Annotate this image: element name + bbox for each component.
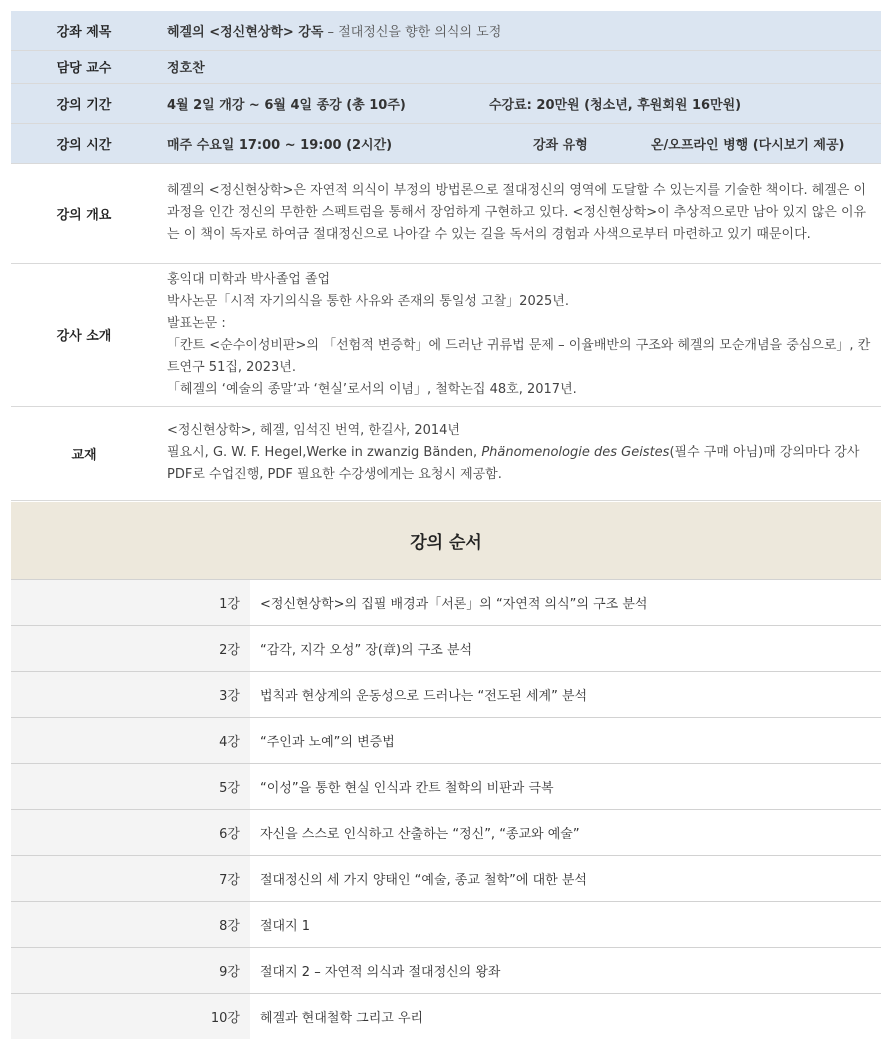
lecture-number: 2강	[11, 626, 250, 672]
lecture-topic: 법칙과 현상계의 운동성으로 드러나는 “전도된 세계” 분석	[250, 672, 881, 718]
instructor-bio	[157, 263, 881, 406]
schedule-row	[11, 810, 881, 856]
schedule-row	[11, 718, 881, 764]
row-overview	[11, 163, 881, 263]
lecture-number: 9강	[11, 948, 250, 994]
lecture-number: 3강	[11, 672, 250, 718]
lecture-number: 5강	[11, 764, 250, 810]
schedule-heading: 강의 순서	[11, 502, 881, 579]
bio-line: 발표논문 :	[167, 313, 875, 335]
schedule-row	[11, 626, 881, 672]
lecture-number: 7강	[11, 856, 250, 902]
row-title	[11, 11, 881, 50]
label-instructor: 강사 소개	[11, 263, 157, 406]
textbook-text	[157, 406, 881, 500]
lecture-topic: “이성”을 통한 현실 인식과 칸트 철학의 비판과 극복	[250, 764, 881, 810]
schedule-row	[11, 580, 881, 626]
row-time	[11, 123, 881, 163]
course-title-sub: 절대정신을 향한 의식의 도정	[338, 25, 501, 40]
textbook-line: <정신현상학>, 헤겔, 임석진 번역, 한길사, 2014년	[167, 420, 875, 442]
bio-line: 홍익대 미학과 박사졸업 졸업	[167, 269, 875, 291]
title-separator: –	[323, 25, 338, 40]
schedule-row	[11, 948, 881, 994]
schedule-row	[11, 902, 881, 948]
lecture-topic: “주인과 노예”의 변증법	[250, 718, 881, 764]
schedule-row	[11, 764, 881, 810]
course-time: 매주 수요일 17:00 ~ 19:00 (2시간)	[167, 134, 533, 153]
bio-line: 「칸트 <순수이성비판>의 「선험적 변증학」에 드러난 귀류법 문제 – 이율배반의 구조와 헤겔의 모순개념을 중심으로」, 칸트연구 51집, 2023년.	[167, 335, 875, 379]
lecture-topic: 절대지 2 – 자연적 의식과 절대정신의 왕좌	[250, 948, 881, 994]
schedule-row	[11, 856, 881, 902]
course-fee: 수강료: 20만원 (청소년, 후원회원 16만원)	[489, 94, 741, 113]
course-type: 온/오프라인 병행 (다시보기 제공)	[651, 134, 844, 153]
schedule-table	[11, 579, 881, 1039]
label-type: 강좌 유형	[533, 134, 651, 153]
label-overview: 강의 개요	[11, 163, 157, 263]
overview-text: 헤겔의 <정신현상학>은 자연적 의식이 부정의 방법론으로 절대정신의 영역에 도달할 수 있는지를 기술한 책이다. 헤겔은 이 과정을 인간 정신의 무한한 스펙트럼을 통해서 장엄하게 구현하고 있다. <정신현상학>이 추상적으로만 남아 있지 않은 이유는 이 책이 독자로 하여금 절대정신으로 나아갈 수 있는 길을 독서의 경험과 사색으로부터 마련하고 있기 때문이다.	[157, 163, 881, 263]
lecture-number: 1강	[11, 580, 250, 626]
lecture-number: 6강	[11, 810, 250, 856]
textbook-line: 필요시, G. W. F. Hegel,Werke in zwanzig Bänden, Phänomenologie des Geistes(필수 구매 아님)매 강의마다 강사 PDF로 수업진행, PDF 필요한 수강생에게는 요청시 제공함.	[167, 442, 875, 486]
lecture-number: 8강	[11, 902, 250, 948]
row-professor	[11, 50, 881, 83]
course-title	[157, 11, 881, 50]
row-period	[11, 83, 881, 123]
schedule-row	[11, 672, 881, 718]
course-title-main: 헤겔의 <정신현상학> 강독	[167, 25, 323, 40]
course-period: 4월 2일 개강 ~ 6월 4일 종강 (총 10주)	[167, 94, 489, 113]
label-time: 강의 시간	[11, 123, 157, 163]
bio-line: 박사논문「시적 자기의식을 통한 사유와 존재의 통일성 고찰」2025년.	[167, 291, 875, 313]
textbook-title-italic: Phänomenologie des Geistes	[481, 445, 669, 460]
label-period: 강의 기간	[11, 83, 157, 123]
lecture-topic: 절대정신의 세 가지 양태인 “예술, 종교 철학”에 대한 분석	[250, 856, 881, 902]
lecture-topic: 자신을 스스로 인식하고 산출하는 “정신”, “종교와 예술”	[250, 810, 881, 856]
row-instructor	[11, 263, 881, 406]
lecture-topic: <정신현상학>의 집필 배경과「서론」의 “자연적 의식”의 구조 분석	[250, 580, 881, 626]
lecture-topic: “감각, 지각 오성” 장(章)의 구조 분석	[250, 626, 881, 672]
label-textbook: 교재	[11, 406, 157, 500]
lecture-topic: 절대지 1	[250, 902, 881, 948]
professor-name: 정호찬	[157, 50, 881, 83]
lecture-topic: 헤겔과 현대철학 그리고 우리	[250, 994, 881, 1039]
schedule-row	[11, 994, 881, 1039]
label-professor: 담당 교수	[11, 50, 157, 83]
label-title: 강좌 제목	[11, 11, 157, 50]
lecture-number: 4강	[11, 718, 250, 764]
row-textbook	[11, 406, 881, 500]
bio-line: 「헤겔의 ‘예술의 종말’과 ‘현실’로서의 이념」, 철학논집 48호, 2017년.	[167, 379, 875, 401]
course-info-table	[11, 11, 881, 501]
lecture-number: 10강	[11, 994, 250, 1039]
